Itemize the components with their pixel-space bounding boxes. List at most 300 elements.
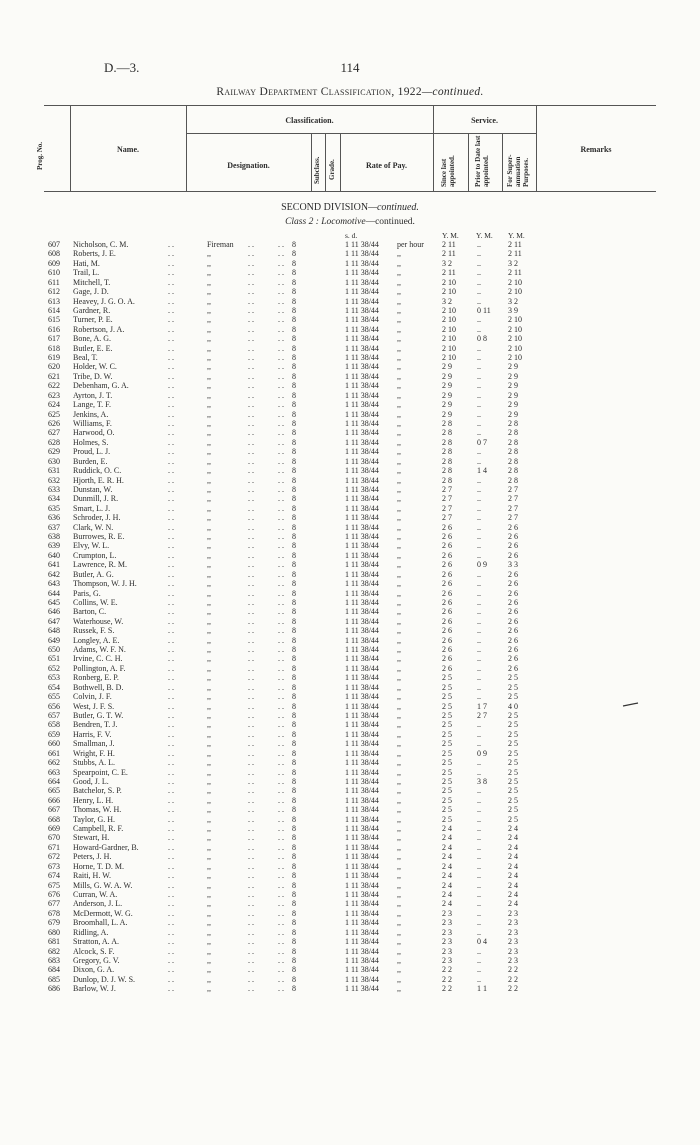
prior-service: .. bbox=[477, 400, 481, 410]
employee-name: McDermott, W. G. bbox=[73, 908, 133, 918]
designation: ,, bbox=[207, 701, 211, 711]
table-row bbox=[0, 476, 700, 485]
superannuation-service: 2 4 bbox=[508, 880, 518, 890]
designation: ,, bbox=[207, 861, 211, 871]
leader-dots: . . bbox=[278, 484, 284, 494]
rate-unit: ,, bbox=[397, 343, 401, 353]
superannuation-service: 2 11 bbox=[508, 249, 522, 259]
leader-dots: . . bbox=[248, 315, 254, 325]
rate-of-pay: 1 11 38/44 bbox=[345, 654, 379, 664]
superannuation-service: 2 2 bbox=[508, 984, 518, 994]
leader-dots: . . bbox=[278, 908, 284, 918]
prior-service: .. bbox=[477, 871, 481, 881]
employee-name: Spearpoint, C. E. bbox=[73, 767, 128, 777]
leader-dots: . . bbox=[248, 889, 254, 899]
col-divider bbox=[311, 133, 312, 191]
leader-dots: . . bbox=[278, 786, 284, 796]
rate-unit: ,, bbox=[397, 946, 401, 956]
table-row bbox=[0, 645, 700, 654]
leader-dots: . . bbox=[278, 447, 284, 457]
leader-dots: . . bbox=[248, 287, 254, 297]
employee-name: Clark, W. N. bbox=[73, 522, 114, 532]
division-name: SECOND DIVISION bbox=[281, 202, 369, 213]
rate-unit: ,, bbox=[397, 729, 401, 739]
leader-dots: . . bbox=[248, 927, 254, 937]
leader-dots: . . bbox=[248, 447, 254, 457]
leader-dots: . . bbox=[168, 974, 174, 984]
prog-number: 640 bbox=[48, 550, 60, 560]
since-last-appointed: 2 3 bbox=[442, 946, 452, 956]
prog-number: 658 bbox=[48, 720, 60, 730]
superannuation-service: 2 10 bbox=[508, 315, 522, 325]
employee-name: Stubbs, A. L. bbox=[73, 758, 116, 768]
prog-number: 683 bbox=[48, 955, 60, 965]
since-last-appointed: 2 3 bbox=[442, 918, 452, 928]
prog-number: 686 bbox=[48, 984, 60, 994]
subclass: 8 bbox=[292, 805, 296, 815]
designation: ,, bbox=[207, 381, 211, 391]
employee-name: Mills, G. W. A. W. bbox=[73, 880, 133, 890]
employee-name: Bothwell, B. D. bbox=[73, 682, 124, 692]
rate-of-pay: 1 11 38/44 bbox=[345, 692, 379, 702]
prior-service: .. bbox=[477, 607, 481, 617]
leader-dots: . . bbox=[278, 729, 284, 739]
leader-dots: . . bbox=[168, 390, 174, 400]
rate-unit: ,, bbox=[397, 362, 401, 372]
designation: ,, bbox=[207, 541, 211, 551]
leader-dots: . . bbox=[278, 569, 284, 579]
rate-of-pay: 1 11 38/44 bbox=[345, 597, 379, 607]
superannuation-service: 2 10 bbox=[508, 324, 522, 334]
designation: ,, bbox=[207, 729, 211, 739]
prog-number: 629 bbox=[48, 447, 60, 457]
designation: ,, bbox=[207, 776, 211, 786]
leader-dots: . . bbox=[248, 795, 254, 805]
table-row bbox=[0, 306, 700, 315]
since-last-appointed: 2 2 bbox=[442, 965, 452, 975]
leader-dots: . . bbox=[168, 805, 174, 815]
table-row bbox=[0, 579, 700, 588]
since-last-appointed: 2 6 bbox=[442, 635, 452, 645]
leader-dots: . . bbox=[248, 673, 254, 683]
table-row bbox=[0, 249, 700, 258]
rate-unit: ,, bbox=[397, 503, 401, 513]
designation: ,, bbox=[207, 946, 211, 956]
employee-name: Longley, A. E. bbox=[73, 635, 120, 645]
employee-name: Crumpton, L. bbox=[73, 550, 117, 560]
rate-of-pay: 1 11 38/44 bbox=[345, 324, 379, 334]
employee-name: West, J. F. S. bbox=[73, 701, 115, 711]
employee-name: Anderson, J. L. bbox=[73, 899, 123, 909]
subclass: 8 bbox=[292, 889, 296, 899]
since-last-appointed: 2 8 bbox=[442, 466, 452, 476]
superannuation-service: 2 6 bbox=[508, 645, 518, 655]
designation: ,, bbox=[207, 437, 211, 447]
rate-of-pay: 1 11 38/44 bbox=[345, 805, 379, 815]
since-last-appointed: 2 4 bbox=[442, 852, 452, 862]
superannuation-service: 2 6 bbox=[508, 626, 518, 636]
leader-dots: . . bbox=[168, 513, 174, 523]
leader-dots: . . bbox=[278, 711, 284, 720]
leader-dots: . . bbox=[278, 692, 284, 702]
prior-service: .. bbox=[477, 532, 481, 542]
superannuation-service: 2 10 bbox=[508, 334, 522, 344]
table-row bbox=[0, 749, 700, 758]
designation: ,, bbox=[207, 287, 211, 297]
superannuation-service: 2 4 bbox=[508, 861, 518, 871]
rate-of-pay: 1 11 38/44 bbox=[345, 776, 379, 786]
superannuation-service: 2 10 bbox=[508, 287, 522, 297]
prior-service: .. bbox=[477, 390, 481, 400]
since-last-appointed: 2 8 bbox=[442, 456, 452, 466]
rate-of-pay: 1 11 38/44 bbox=[345, 371, 379, 381]
prior-service: .. bbox=[477, 805, 481, 815]
prior-service: .. bbox=[477, 758, 481, 768]
employee-name: Barlow, W. J. bbox=[73, 984, 116, 994]
subclass: 8 bbox=[292, 268, 296, 278]
leader-dots: . . bbox=[248, 984, 254, 994]
leader-dots: . . bbox=[168, 937, 174, 947]
table-row bbox=[0, 297, 700, 306]
superannuation-service: 2 3 bbox=[508, 908, 518, 918]
employee-name: Stratton, A. A. bbox=[73, 937, 120, 947]
prog-number: 613 bbox=[48, 296, 60, 306]
leader-dots: . . bbox=[248, 946, 254, 956]
leader-dots: . . bbox=[248, 645, 254, 655]
col-head-name: Name. bbox=[117, 145, 139, 154]
superannuation-service: 2 5 bbox=[508, 720, 518, 730]
employee-name: Campbell, R. F. bbox=[73, 824, 124, 834]
prog-number: 662 bbox=[48, 758, 60, 768]
table-row bbox=[0, 428, 700, 437]
rate-of-pay: 1 11 38/44 bbox=[345, 466, 379, 476]
leader-dots: . . bbox=[248, 616, 254, 626]
since-last-appointed: 2 10 bbox=[442, 315, 456, 325]
super-units: Y. M. bbox=[508, 231, 525, 240]
prior-service: .. bbox=[477, 626, 481, 636]
designation: ,, bbox=[207, 400, 211, 410]
subclass: 8 bbox=[292, 833, 296, 843]
leader-dots: . . bbox=[278, 418, 284, 428]
subclass: 8 bbox=[292, 607, 296, 617]
superannuation-service: 2 6 bbox=[508, 532, 518, 542]
prog-number: 646 bbox=[48, 607, 60, 617]
leader-dots: . . bbox=[168, 645, 174, 655]
subclass: 8 bbox=[292, 371, 296, 381]
prog-number: 668 bbox=[48, 814, 60, 824]
leader-dots: . . bbox=[248, 437, 254, 447]
employee-name: Wright, F. H. bbox=[73, 748, 115, 758]
prior-service: .. bbox=[477, 833, 481, 843]
leader-dots: . . bbox=[278, 758, 284, 768]
designation: ,, bbox=[207, 814, 211, 824]
leader-dots: . . bbox=[278, 852, 284, 862]
prior-service: .. bbox=[477, 569, 481, 579]
rate-unit: ,, bbox=[397, 296, 401, 306]
rate-unit: ,, bbox=[397, 654, 401, 664]
employee-name: Hjorth, E. R. H. bbox=[73, 475, 124, 485]
since-last-appointed: 2 6 bbox=[442, 626, 452, 636]
rate-unit: ,, bbox=[397, 287, 401, 297]
leader-dots: . . bbox=[168, 315, 174, 325]
since-last-appointed: 2 6 bbox=[442, 541, 452, 551]
since-last-appointed: 2 6 bbox=[442, 597, 452, 607]
since-last-appointed: 2 5 bbox=[442, 711, 452, 720]
page-title bbox=[0, 86, 700, 98]
leader-dots: . . bbox=[248, 974, 254, 984]
leader-dots: . . bbox=[248, 767, 254, 777]
rate-unit: ,, bbox=[397, 918, 401, 928]
employee-name: Lawrence, R. M. bbox=[73, 560, 127, 570]
table-row bbox=[0, 843, 700, 852]
since-last-appointed: 2 4 bbox=[442, 880, 452, 890]
col-head-service: Service. bbox=[471, 116, 498, 125]
leader-dots: . . bbox=[278, 258, 284, 268]
subclass: 8 bbox=[292, 428, 296, 438]
rate-unit: ,, bbox=[397, 927, 401, 937]
employee-name: Peters, J. H. bbox=[73, 852, 112, 862]
prior-service: .. bbox=[477, 258, 481, 268]
employee-name: Harris, F. V. bbox=[73, 729, 112, 739]
col-head-prog-no: Prog. No. bbox=[36, 141, 44, 170]
designation: ,, bbox=[207, 805, 211, 815]
leader-dots: . . bbox=[278, 918, 284, 928]
since-last-appointed: 2 4 bbox=[442, 833, 452, 843]
superannuation-service: 2 6 bbox=[508, 597, 518, 607]
prior-service: 0 9 bbox=[477, 748, 487, 758]
superannuation-service: 2 9 bbox=[508, 400, 518, 410]
since-last-appointed: 2 9 bbox=[442, 381, 452, 391]
subclass: 8 bbox=[292, 748, 296, 758]
since-last-appointed: 2 5 bbox=[442, 814, 452, 824]
leader-dots: . . bbox=[278, 861, 284, 871]
col-head-classification: Classification. bbox=[285, 116, 334, 125]
col-head-prior-to: Prior to Date last appointed. bbox=[474, 135, 490, 187]
subclass: 8 bbox=[292, 249, 296, 259]
prog-number: 663 bbox=[48, 767, 60, 777]
prior-service: .. bbox=[477, 955, 481, 965]
superannuation-service: 2 7 bbox=[508, 503, 518, 513]
leader-dots: . . bbox=[278, 249, 284, 259]
prog-number: 628 bbox=[48, 437, 60, 447]
prog-number: 656 bbox=[48, 701, 60, 711]
leader-dots: . . bbox=[168, 569, 174, 579]
rate-unit: ,, bbox=[397, 692, 401, 702]
employee-name: Debenham, G. A. bbox=[73, 381, 129, 391]
prior-service: .. bbox=[477, 268, 481, 278]
rate-unit: ,, bbox=[397, 513, 401, 523]
leader-dots: . . bbox=[168, 362, 174, 372]
prior-service: .. bbox=[477, 513, 481, 523]
rate-of-pay: 1 11 38/44 bbox=[345, 814, 379, 824]
col-head-rate-of-pay: Rate of Pay. bbox=[365, 161, 408, 170]
employee-name: Butler, G. T. W. bbox=[73, 711, 124, 720]
rate-of-pay: 1 11 38/44 bbox=[345, 908, 379, 918]
table-row bbox=[0, 918, 700, 927]
subclass: 8 bbox=[292, 315, 296, 325]
leader-dots: . . bbox=[278, 842, 284, 852]
rate-unit: ,, bbox=[397, 955, 401, 965]
superannuation-service: 2 6 bbox=[508, 550, 518, 560]
subclass: 8 bbox=[292, 861, 296, 871]
leader-dots: . . bbox=[278, 513, 284, 523]
leader-dots: . . bbox=[168, 277, 174, 287]
since-last-appointed: 2 6 bbox=[442, 579, 452, 589]
rate-of-pay: 1 11 38/44 bbox=[345, 437, 379, 447]
prog-number: 623 bbox=[48, 390, 60, 400]
subclass: 8 bbox=[292, 324, 296, 334]
rate-of-pay: 1 11 38/44 bbox=[345, 560, 379, 570]
subclass: 8 bbox=[292, 955, 296, 965]
rate-of-pay: 1 11 38/44 bbox=[345, 626, 379, 636]
since-last-appointed: 2 4 bbox=[442, 861, 452, 871]
rate-unit: ,, bbox=[397, 268, 401, 278]
since-last-appointed: 2 11 bbox=[442, 249, 456, 259]
rate-of-pay: 1 11 38/44 bbox=[345, 739, 379, 749]
subclass: 8 bbox=[292, 503, 296, 513]
subclass: 8 bbox=[292, 645, 296, 655]
leader-dots: . . bbox=[248, 720, 254, 730]
prior-service: .. bbox=[477, 842, 481, 852]
superannuation-service: 2 6 bbox=[508, 522, 518, 532]
subclass: 8 bbox=[292, 852, 296, 862]
leader-dots: . . bbox=[248, 937, 254, 947]
table-row bbox=[0, 410, 700, 419]
leader-dots: . . bbox=[248, 466, 254, 476]
leader-dots: . . bbox=[168, 249, 174, 259]
rate-of-pay: 1 11 38/44 bbox=[345, 428, 379, 438]
subclass: 8 bbox=[292, 729, 296, 739]
designation: ,, bbox=[207, 984, 211, 994]
leader-dots: . . bbox=[168, 729, 174, 739]
leader-dots: . . bbox=[248, 871, 254, 881]
rate-unit: ,, bbox=[397, 249, 401, 259]
employee-name: Thomas, W. H. bbox=[73, 805, 122, 815]
rate-unit: ,, bbox=[397, 899, 401, 909]
prog-number: 637 bbox=[48, 522, 60, 532]
prior-service: .. bbox=[477, 654, 481, 664]
table-row bbox=[0, 692, 700, 701]
leader-dots: . . bbox=[248, 786, 254, 796]
employee-name: Bone, A. G. bbox=[73, 334, 111, 344]
leader-dots: . . bbox=[278, 701, 284, 711]
leader-dots: . . bbox=[168, 824, 174, 834]
col-head-grade: Grade. bbox=[328, 159, 336, 180]
rate-unit: ,, bbox=[397, 635, 401, 645]
prior-service: .. bbox=[477, 588, 481, 598]
prior-service: .. bbox=[477, 475, 481, 485]
rate-of-pay: 1 11 38/44 bbox=[345, 296, 379, 306]
subclass: 8 bbox=[292, 409, 296, 419]
designation: ,, bbox=[207, 353, 211, 363]
leader-dots: . . bbox=[278, 767, 284, 777]
rate-of-pay: 1 11 38/44 bbox=[345, 965, 379, 975]
rate-of-pay: 1 11 38/44 bbox=[345, 569, 379, 579]
since-last-appointed: 2 10 bbox=[442, 343, 456, 353]
prior-service: .. bbox=[477, 324, 481, 334]
prior-service: .. bbox=[477, 550, 481, 560]
table-row bbox=[0, 928, 700, 937]
leader-dots: . . bbox=[168, 654, 174, 664]
since-last-appointed: 2 6 bbox=[442, 654, 452, 664]
leader-dots: . . bbox=[168, 447, 174, 457]
leader-dots: . . bbox=[168, 842, 174, 852]
leader-dots: . . bbox=[248, 654, 254, 664]
superannuation-service: 2 9 bbox=[508, 362, 518, 372]
superannuation-service: 2 5 bbox=[508, 739, 518, 749]
leader-dots: . . bbox=[248, 277, 254, 287]
leader-dots: . . bbox=[168, 305, 174, 315]
superannuation-service: 3 2 bbox=[508, 258, 518, 268]
designation: ,, bbox=[207, 447, 211, 457]
leader-dots: . . bbox=[248, 739, 254, 749]
leader-dots: . . bbox=[248, 814, 254, 824]
since-units: Y. M. bbox=[442, 231, 459, 240]
prior-service: .. bbox=[477, 381, 481, 391]
prior-service: 0 11 bbox=[477, 305, 491, 315]
leader-dots: . . bbox=[278, 343, 284, 353]
prog-number: 619 bbox=[48, 353, 60, 363]
leader-dots: . . bbox=[278, 974, 284, 984]
superannuation-service: 4 0 bbox=[508, 701, 518, 711]
leader-dots: . . bbox=[278, 381, 284, 391]
leader-dots: . . bbox=[278, 871, 284, 881]
prior-service: .. bbox=[477, 353, 481, 363]
since-last-appointed: 2 6 bbox=[442, 522, 452, 532]
prior-service: .. bbox=[477, 240, 481, 249]
leader-dots: . . bbox=[248, 852, 254, 862]
rate-of-pay: 1 11 38/44 bbox=[345, 447, 379, 457]
leader-dots: . . bbox=[248, 305, 254, 315]
designation: ,, bbox=[207, 418, 211, 428]
designation: ,, bbox=[207, 532, 211, 542]
designation: ,, bbox=[207, 663, 211, 673]
leader-dots: . . bbox=[248, 748, 254, 758]
leader-dots: . . bbox=[248, 484, 254, 494]
rate-of-pay: 1 11 38/44 bbox=[345, 984, 379, 994]
prior-service: .. bbox=[477, 635, 481, 645]
since-last-appointed: 2 10 bbox=[442, 334, 456, 344]
leader-dots: . . bbox=[168, 814, 174, 824]
col-head-superannuation: For Super-annuation Purposes. bbox=[506, 154, 530, 187]
subclass: 8 bbox=[292, 711, 296, 720]
employee-name: Burden, E. bbox=[73, 456, 108, 466]
superannuation-service: 2 9 bbox=[508, 390, 518, 400]
leader-dots: . . bbox=[248, 626, 254, 636]
leader-dots: . . bbox=[168, 428, 174, 438]
leader-dots: . . bbox=[168, 418, 174, 428]
since-last-appointed: 2 8 bbox=[442, 447, 452, 457]
table-row bbox=[0, 485, 700, 494]
leader-dots: . . bbox=[248, 400, 254, 410]
rate-of-pay: 1 11 38/44 bbox=[345, 786, 379, 796]
since-last-appointed: 2 2 bbox=[442, 984, 452, 994]
superannuation-service: 2 5 bbox=[508, 767, 518, 777]
rate-unit: ,, bbox=[397, 550, 401, 560]
rate-unit: ,, bbox=[397, 776, 401, 786]
subclass: 8 bbox=[292, 334, 296, 344]
table-row bbox=[0, 372, 700, 381]
prior-service: .. bbox=[477, 861, 481, 871]
prior-service: .. bbox=[477, 287, 481, 297]
subclass: 8 bbox=[292, 466, 296, 476]
leader-dots: . . bbox=[278, 268, 284, 278]
subclass: 8 bbox=[292, 494, 296, 504]
prog-number: 622 bbox=[48, 381, 60, 391]
employee-name: Hati, M. bbox=[73, 258, 100, 268]
rate-of-pay: 1 11 38/44 bbox=[345, 767, 379, 777]
prog-number: 624 bbox=[48, 400, 60, 410]
